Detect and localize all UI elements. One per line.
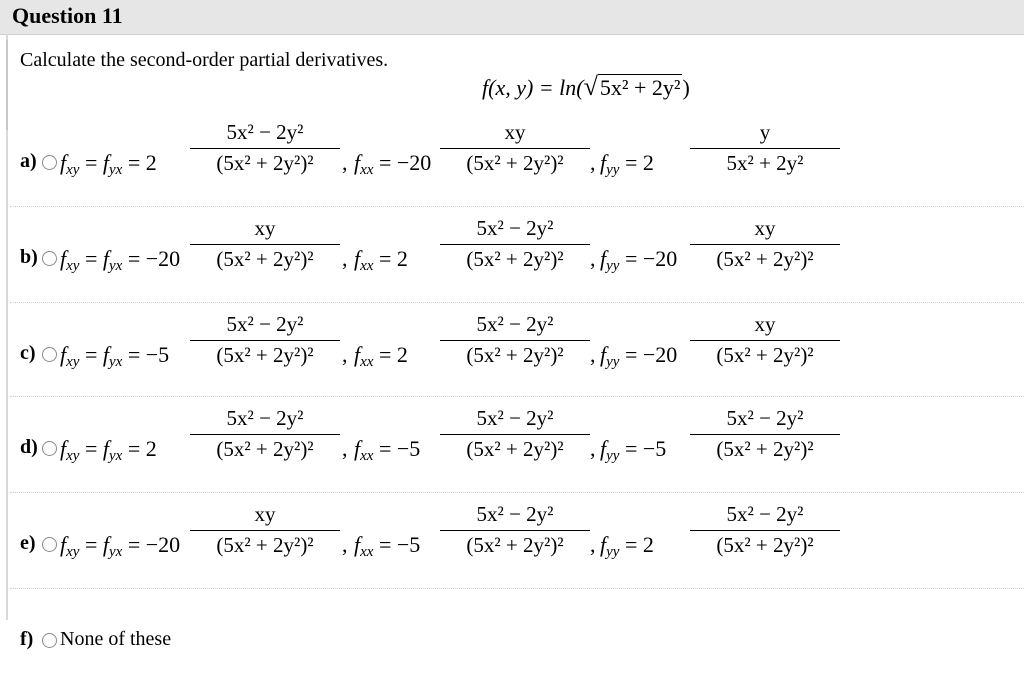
- comma: ,: [590, 532, 596, 557]
- option-label: d): [20, 436, 38, 458]
- fxx-fraction: [440, 406, 590, 462]
- option-label: a): [20, 150, 37, 172]
- fxy-numerator: xy: [254, 502, 276, 526]
- fxx-denominator: (5x² + 2y²)²: [466, 247, 564, 271]
- comma: ,: [342, 246, 348, 271]
- fxx-label: $f_{xx} = -5$: [354, 436, 421, 464]
- answer-option[interactable]: [0, 592, 1024, 688]
- fxy-denominator: (5x² + 2y²)²: [216, 343, 314, 367]
- fxx-fraction: [440, 120, 590, 176]
- fyy-fraction: [690, 216, 840, 272]
- fxy-coefficient: −20: [145, 532, 181, 557]
- fxy-denominator: (5x² + 2y²)²: [216, 533, 314, 557]
- option-separator: [10, 302, 1024, 303]
- option-separator: [10, 588, 1024, 589]
- fyy-fraction: [690, 502, 840, 558]
- fyy-label: $f_{yy} = 2$: [600, 150, 654, 178]
- fyy-coefficient: 2: [642, 150, 654, 175]
- answer-option[interactable]: [0, 210, 1024, 306]
- fxx-numerator: 5x² − 2y²: [476, 406, 554, 430]
- sqrt-icon: √: [583, 72, 598, 101]
- comma: ,: [590, 436, 596, 461]
- radio-button[interactable]: [42, 633, 57, 648]
- fxx-label: $f_{xx} = 2$: [354, 342, 408, 370]
- answer-option[interactable]: [0, 400, 1024, 496]
- fxx-label: $f_{xx} = -20$: [354, 150, 432, 178]
- fxy-fraction: [190, 120, 340, 176]
- function-radicand: 5x² + 2y²: [599, 75, 681, 100]
- fxy-fraction: [190, 502, 340, 558]
- radio-button[interactable]: [42, 155, 57, 170]
- fxy-fraction: [190, 312, 340, 368]
- fxy-fraction: [190, 216, 340, 272]
- fyy-numerator: 5x² − 2y²: [726, 406, 804, 430]
- fxy-coefficient: −20: [145, 246, 181, 271]
- comma: ,: [590, 342, 596, 367]
- fxy-numerator: xy: [254, 216, 276, 240]
- fxy-denominator: (5x² + 2y²)²: [216, 437, 314, 461]
- fxx-numerator: 5x² − 2y²: [476, 312, 554, 336]
- answer-option[interactable]: [0, 306, 1024, 402]
- fyy-label: $f_{yy} = -20$: [600, 342, 678, 370]
- fyy-denominator: (5x² + 2y²)²: [716, 533, 814, 557]
- comma: ,: [342, 436, 348, 461]
- fxy-coefficient: −5: [145, 342, 170, 367]
- comma: ,: [342, 342, 348, 367]
- fxy-denominator: (5x² + 2y²)²: [216, 151, 314, 175]
- fyy-fraction: [690, 120, 840, 176]
- comma: ,: [342, 150, 348, 175]
- fxx-numerator: 5x² − 2y²: [476, 502, 554, 526]
- fyy-coefficient: −5: [642, 436, 667, 461]
- fxx-fraction: [440, 312, 590, 368]
- option-label: e): [20, 532, 36, 554]
- fyy-denominator: (5x² + 2y²)²: [716, 437, 814, 461]
- option-label: c): [20, 342, 36, 364]
- question-header: [0, 0, 1024, 35]
- fyy-coefficient: −20: [642, 246, 678, 271]
- comma: ,: [342, 532, 348, 557]
- fxx-coefficient: −5: [396, 436, 421, 461]
- fxx-fraction: [440, 502, 590, 558]
- option-label: b): [20, 246, 38, 268]
- function-definition: [482, 72, 690, 102]
- fyy-coefficient: 2: [642, 532, 654, 557]
- fyy-numerator: y: [759, 120, 771, 144]
- fxy-numerator: 5x² − 2y²: [226, 406, 304, 430]
- fxx-fraction: [440, 216, 590, 272]
- radio-button[interactable]: [42, 537, 57, 552]
- fyy-numerator: 5x² − 2y²: [726, 502, 804, 526]
- comma: ,: [590, 150, 596, 175]
- fxx-coefficient: −20: [396, 150, 432, 175]
- fyy-label: $f_{yy} = 2$: [600, 532, 654, 560]
- fxx-numerator: 5x² − 2y²: [476, 216, 554, 240]
- fyy-label: $f_{yy} = -20$: [600, 246, 678, 274]
- fxy-denominator: (5x² + 2y²)²: [216, 247, 314, 271]
- function-lhs: f(x, y) = ln(: [482, 75, 584, 100]
- fxx-denominator: (5x² + 2y²)²: [466, 151, 564, 175]
- fyy-numerator: xy: [754, 216, 776, 240]
- option-separator: [10, 396, 1024, 397]
- fxx-denominator: (5x² + 2y²)²: [466, 533, 564, 557]
- fxy-numerator: 5x² − 2y²: [226, 120, 304, 144]
- fxy-label: $f_{xy} = f_{yx} = -20$: [60, 532, 181, 560]
- question-prompt: Calculate the second-order partial derivatives.: [20, 49, 389, 71]
- radio-button[interactable]: [42, 441, 57, 456]
- fxx-coefficient: −5: [396, 532, 421, 557]
- fyy-denominator: (5x² + 2y²)²: [716, 343, 814, 367]
- question-title: Question 11: [12, 3, 123, 28]
- fxy-numerator: 5x² − 2y²: [226, 312, 304, 336]
- fxx-coefficient: 2: [396, 246, 408, 271]
- fxx-denominator: (5x² + 2y²)²: [466, 437, 564, 461]
- answer-option[interactable]: [0, 114, 1024, 210]
- fyy-denominator: (5x² + 2y²)²: [716, 247, 814, 271]
- fyy-fraction: [690, 406, 840, 462]
- radio-button[interactable]: [42, 251, 57, 266]
- fyy-denominator: 5x² + 2y²: [726, 151, 804, 175]
- fyy-fraction: [690, 312, 840, 368]
- fyy-coefficient: −20: [642, 342, 678, 367]
- fxy-coefficient: 2: [145, 150, 157, 175]
- option-text: None of these: [60, 628, 172, 650]
- fxy-label: $f_{xy} = f_{yx} = 2$: [60, 150, 157, 178]
- option-separator: [10, 492, 1024, 493]
- function-rhs: ): [682, 75, 690, 100]
- radio-button[interactable]: [42, 347, 57, 362]
- fxx-coefficient: 2: [396, 342, 408, 367]
- fxy-coefficient: 2: [145, 436, 157, 461]
- fxx-numerator: xy: [504, 120, 526, 144]
- fxx-label: $f_{xx} = -5$: [354, 532, 421, 560]
- fxy-label: $f_{xy} = f_{yx} = 2$: [60, 436, 157, 464]
- fxy-fraction: [190, 406, 340, 462]
- fyy-label: $f_{yy} = -5$: [600, 436, 667, 464]
- fxx-label: $f_{xx} = 2$: [354, 246, 408, 274]
- fxy-label: $f_{xy} = f_{yx} = -5$: [60, 342, 170, 370]
- option-label: f): [20, 628, 34, 650]
- fxy-label: $f_{xy} = f_{yx} = -20$: [60, 246, 181, 274]
- option-separator: [10, 206, 1024, 207]
- fyy-numerator: xy: [754, 312, 776, 336]
- answer-option[interactable]: [0, 496, 1024, 592]
- fxx-denominator: (5x² + 2y²)²: [466, 343, 564, 367]
- comma: ,: [590, 246, 596, 271]
